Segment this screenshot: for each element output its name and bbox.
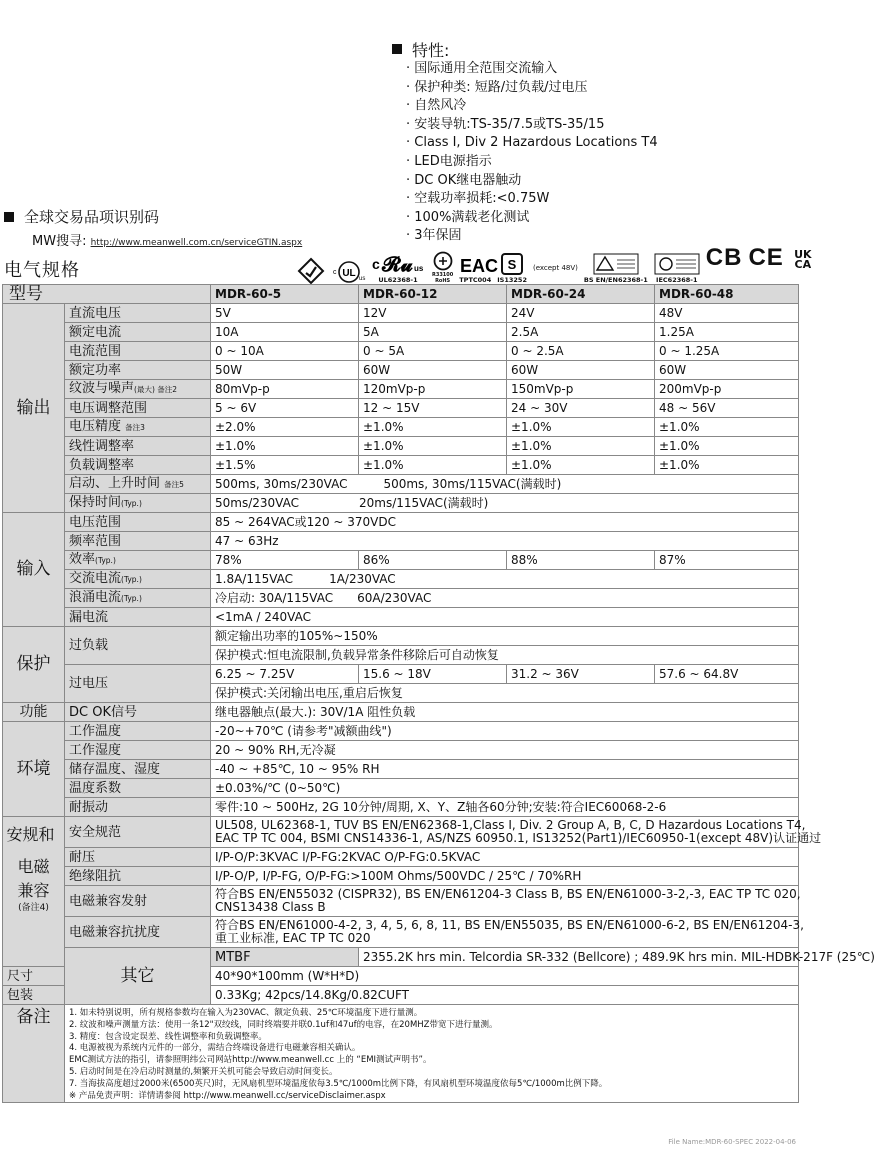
table-row: 功能 DC OK信号 继电器触点(最大.): 30V/1A 阻性负载 <box>3 703 799 722</box>
category-protection: 保护 <box>3 627 65 703</box>
row-label: 效率(Typ.) <box>65 551 211 570</box>
row-label: 负载调整率 <box>65 456 211 475</box>
svg-text:UL: UL <box>342 268 356 279</box>
table-row: 温度系数 ±0.03%/℃ (0~50℃) <box>3 779 799 798</box>
table-row: 环境 工作温度 -20~+70℃ (请参考"减额曲线") <box>3 722 799 741</box>
table-row: 纹波与噪声(最大) 备注2 80mVp-p 120mVp-p 150mVp-p 200mVp-p <box>3 380 799 399</box>
feature-item: · 国际通用全范围交流输入 <box>406 60 792 79</box>
note-line: 5. 启动时间是在冷启动时测量的,频繁开关机可能会导致启动时间变长。 <box>69 1066 338 1077</box>
table-row: 耐振动 零件:10 ~ 500Hz, 2G 10分钟/周期, X、Y、Z轴各60分钟;安装:符合IEC60068-2-6 <box>3 798 799 817</box>
feature-item: · DC OK继电器触动 <box>406 172 792 191</box>
table-row: 频率范围 47 ~ 63Hz <box>3 532 799 551</box>
note-line: 2. 纹波和噪声测量方法：使用一条12"双绞线，同时终端要并联0.1uf和47uf的电容，在20MHZ带宽下进行量测。 <box>69 1019 498 1030</box>
row-label: 工作湿度 <box>65 741 211 760</box>
svg-text:c: c <box>372 256 380 272</box>
table-row: 额定电流 10A 5A 2.5A 1.25A <box>3 323 799 342</box>
model-label: 型号 <box>3 285 211 304</box>
table-row: 启动、上升时间 备注5 500ms, 30ms/230VAC 500ms, 30ms/115VAC(满载时) <box>3 475 799 494</box>
spec-table <box>2 283 875 1103</box>
svg-text:c: c <box>333 269 337 276</box>
category-others: 其它 <box>65 948 211 1005</box>
notes-content <box>65 1005 799 1103</box>
table-row: 电压调整范围 5 ~ 6V 12 ~ 15V 24 ~ 30V 48 ~ 56V <box>3 399 799 418</box>
row-label: 额定功率 <box>65 361 211 380</box>
row-label: 电压范围 <box>65 513 211 532</box>
table-row: 漏电流 <1mA / 240VAC <box>3 608 799 627</box>
certification-logos <box>298 238 812 284</box>
row-label: 耐振动 <box>65 798 211 817</box>
table-row: 其它 MTBF 2355.2K hrs min. Telcordia SR-332 (Bellcore) ; 489.9K hrs min. MIL-HDBK-217F (25℃) <box>3 948 799 967</box>
note-line: EMC测试方法的指引，请参照明纬公司网站http://www.meanwell.cc 上的 “EMI测试声明书”。 <box>69 1055 432 1066</box>
except-48v-note: (except 48V) <box>532 264 578 272</box>
table-row: 包装 0.33Kg; 42pcs/14.8Kg/0.82CUFT <box>3 986 799 1005</box>
row-label: 温度系数 <box>65 779 211 798</box>
table-row: 电流范围 0 ~ 10A 0 ~ 5A 0 ~ 2.5A 0 ~ 1.25A <box>3 342 799 361</box>
table-row: 尺寸 40*90*100mm (W*H*D) <box>3 967 799 986</box>
bs-en-logo: BS EN/EN62368-1 <box>584 253 648 284</box>
note-line: ※ 产品免责声明：详情请参阅 http://www.meanwell.cc/serviceDisclaimer.aspx <box>69 1090 386 1101</box>
bullet-square-icon <box>392 44 402 54</box>
table-row: 耐压 I/P-O/P:3KVAC I/P-FG:2KVAC O/P-FG:0.5KVAC <box>3 848 799 867</box>
rohs-logo: R33100 RoHS <box>432 251 453 284</box>
row-label: 电磁兼容发射 <box>65 886 211 917</box>
ce-logo: CE <box>748 244 784 271</box>
row-label: 漏电流 <box>65 608 211 627</box>
feature-item: · 自然风冷 <box>406 97 792 116</box>
table-row: 储存温度、湿度 -40 ~ +85℃, 10 ~ 95% RH <box>3 760 799 779</box>
table-row: 电磁兼容发射 符合BS EN/EN55032 (CISPR32), BS EN/EN61204-3 Class B, BS EN/EN61000-3-2,-3, EAC TP TC 020, CNS13438 Class B <box>3 886 799 917</box>
row-label: 尺寸 <box>3 967 65 986</box>
svg-text:us: us <box>359 276 366 282</box>
eac-logo: EAC TPTC004 <box>459 256 499 284</box>
row-label: 包装 <box>3 986 65 1005</box>
row-label: 耐压 <box>65 848 211 867</box>
row-label: 电流范围 <box>65 342 211 361</box>
table-row: 线性调整率 ±1.0% ±1.0% ±1.0% ±1.0% <box>3 437 799 456</box>
svg-text:us: us <box>414 264 424 273</box>
table-row <box>3 1005 799 1103</box>
row-label: 线性调整率 <box>65 437 211 456</box>
table-row: 电压精度 备注3 ±2.0% ±1.0% ±1.0% ±1.0% <box>3 418 799 437</box>
row-label: 启动、上升时间 备注5 <box>65 475 211 494</box>
row-label: 额定电流 <box>65 323 211 342</box>
table-row: 保护 过负载 额定输出功率的105%~150% <box>3 627 799 646</box>
table-row <box>3 285 799 304</box>
bullet-square-icon <box>4 212 14 222</box>
cul-us-logo <box>330 260 364 284</box>
row-label: 直流电压 <box>65 304 211 323</box>
row-label: 保持时间(Typ.) <box>65 494 211 513</box>
feature-item: · Class I, Div 2 Hazardous Locations T4 <box>406 134 792 153</box>
iec-logo: IEC62368-1 <box>654 253 700 284</box>
row-label: 频率范围 <box>65 532 211 551</box>
row-label: 过电压 <box>65 665 211 703</box>
note-line: 7. 当海拔高度超过2000米(6500英尺)时，无风扇机型环境温度依每3.5℃/1000m比例下降，有风扇机型环境温度依每5℃/1000m比例下降。 <box>69 1078 608 1089</box>
table-row: 安规和 电磁 兼容 (备注4) 安全规范 UL508, UL62368-1, TUV BS EN/EN62368-1,Class I, Div. 2 Group A, B, C, D Hazardous Locations T4, EAC TP TC 004, BSMI CNS14336-1, AS/NZS 60950.1, IS13252(Part1)/IEC60950-1(except 48V)认证通过 <box>3 817 799 848</box>
row-label: 过负载 <box>65 627 211 665</box>
features-list <box>392 60 792 246</box>
table-row: 保持时间(Typ.) 50ms/230VAC 20ms/115VAC(满载时) <box>3 494 799 513</box>
model-name: MDR-60-12 <box>359 285 507 304</box>
row-label: 电压精度 备注3 <box>65 418 211 437</box>
footer-file-name: File Name:MDR-60-SPEC 2022-04-06 <box>668 1138 796 1146</box>
note-line: 3. 精度：包含设定误差、线性调整率和负载调整率。 <box>69 1031 267 1042</box>
table-row: 输出 直流电压 5V 12V 24V 48V <box>3 304 799 323</box>
row-label: 储存温度、湿度 <box>65 760 211 779</box>
table-row: 额定功率 50W 60W 60W 60W <box>3 361 799 380</box>
row-label: 电压调整范围 <box>65 399 211 418</box>
row-label: 交流电流(Typ.) <box>65 570 211 589</box>
feature-item: · LED电源指示 <box>406 153 792 172</box>
category-safety-emc: 安规和 电磁 兼容 (备注4) <box>3 817 65 967</box>
table-row: 过电压 6.25 ~ 7.25V 15.6 ~ 18V 31.2 ~ 36V 57.6 ~ 64.8V <box>3 665 799 684</box>
table-row: 绝缘阻抗 I/P-O/P, I/P-FG, O/P-FG:>100M Ohms/500VDC / 25℃ / 70%RH <box>3 867 799 886</box>
category-output: 输出 <box>3 304 65 513</box>
gtin-search-line: MW搜寻: http://www.meanwell.com.cn/serviceGTIN.aspx <box>32 234 303 249</box>
row-label: 绝缘阻抗 <box>65 867 211 886</box>
table-row: 交流电流(Typ.) 1.8A/115VAC 1A/230VAC <box>3 570 799 589</box>
cb-logo: CB <box>705 244 743 271</box>
feature-item: · 3年保固 <box>406 227 792 246</box>
note-line: 4. 电源被视为系统内元件的一部分，需结合终端设备进行电磁兼容相关确认。 <box>69 1043 361 1054</box>
svg-text:𝓡𝓾: 𝓡𝓾 <box>382 254 413 276</box>
spec-title: 电气规格 <box>4 260 80 281</box>
feature-item: · 安装导轨:TS-35/7.5或TS-35/15 <box>406 116 792 135</box>
table-row: 负载调整率 ±1.5% ±1.0% ±1.0% ±1.0% <box>3 456 799 475</box>
svg-text:EAC: EAC <box>460 256 499 276</box>
table-row: 工作湿度 20 ~ 90% RH,无冷凝 <box>3 741 799 760</box>
category-notes: 备注 <box>3 1005 65 1103</box>
table-row: 电磁兼容抗扰度 符合BS EN/EN61000-4-2, 3, 4, 5, 6, 8, 11, BS EN/EN55035, BS EN/EN61000-6-2, BS EN/EN61204-3, 重工业标准, EAC TP TC 020 <box>3 917 799 948</box>
rcm-logo <box>298 258 324 284</box>
bis-logo: S IS13252 <box>497 253 527 284</box>
row-label: DC OK信号 <box>65 703 211 722</box>
row-label: 电磁兼容抗扰度 <box>65 917 211 948</box>
model-name: MDR-60-48 <box>655 285 799 304</box>
ukca-logo: UK CA <box>794 248 812 271</box>
category-environment: 环境 <box>3 722 65 817</box>
table-row: 保护模式:恒电流限制,负载异常条件移除后可自动恢复 <box>3 646 799 665</box>
row-label: MTBF <box>211 948 359 967</box>
table-row: 效率(Typ.) 78% 86% 88% 87% <box>3 551 799 570</box>
svg-text:S: S <box>507 257 517 272</box>
ul-recognized-logo: c 𝓡𝓾 us UL62368-1 <box>372 254 424 284</box>
features-heading: 特性: <box>392 38 792 60</box>
feature-item: · 保护种类: 短路/过负载/过电压 <box>406 79 792 98</box>
table-row: 保护模式:关闭输出电压,重启后恢复 <box>3 684 799 703</box>
table-row: 浪涌电流(Typ.) 冷启动: 30A/115VAC 60A/230VAC <box>3 589 799 608</box>
row-label: 工作温度 <box>65 722 211 741</box>
category-input: 输入 <box>3 513 65 627</box>
model-name: MDR-60-24 <box>507 285 655 304</box>
note-line: 1. 如未特别说明，所有规格参数均在输入为230VAC、额定负载、25℃环境温度下进行量测。 <box>69 1008 423 1018</box>
gtin-section <box>4 206 302 249</box>
row-label: 安全规范 <box>65 817 211 848</box>
table-row: 输入 电压范围 85 ~ 264VAC或120 ~ 370VDC <box>3 513 799 532</box>
feature-item: · 空载功率损耗:<0.75W <box>406 190 792 209</box>
features-section <box>392 38 792 246</box>
row-label: 纹波与噪声(最大) 备注2 <box>65 380 211 399</box>
gtin-link[interactable]: http://www.meanwell.com.cn/serviceGTIN.aspx <box>90 238 303 248</box>
category-function: 功能 <box>3 703 65 722</box>
feature-item: · 100%满载老化测试 <box>406 209 792 228</box>
model-name: MDR-60-5 <box>211 285 359 304</box>
gtin-heading: 全球交易品项识别码 <box>4 206 302 227</box>
row-label: 浪涌电流(Typ.) <box>65 589 211 608</box>
